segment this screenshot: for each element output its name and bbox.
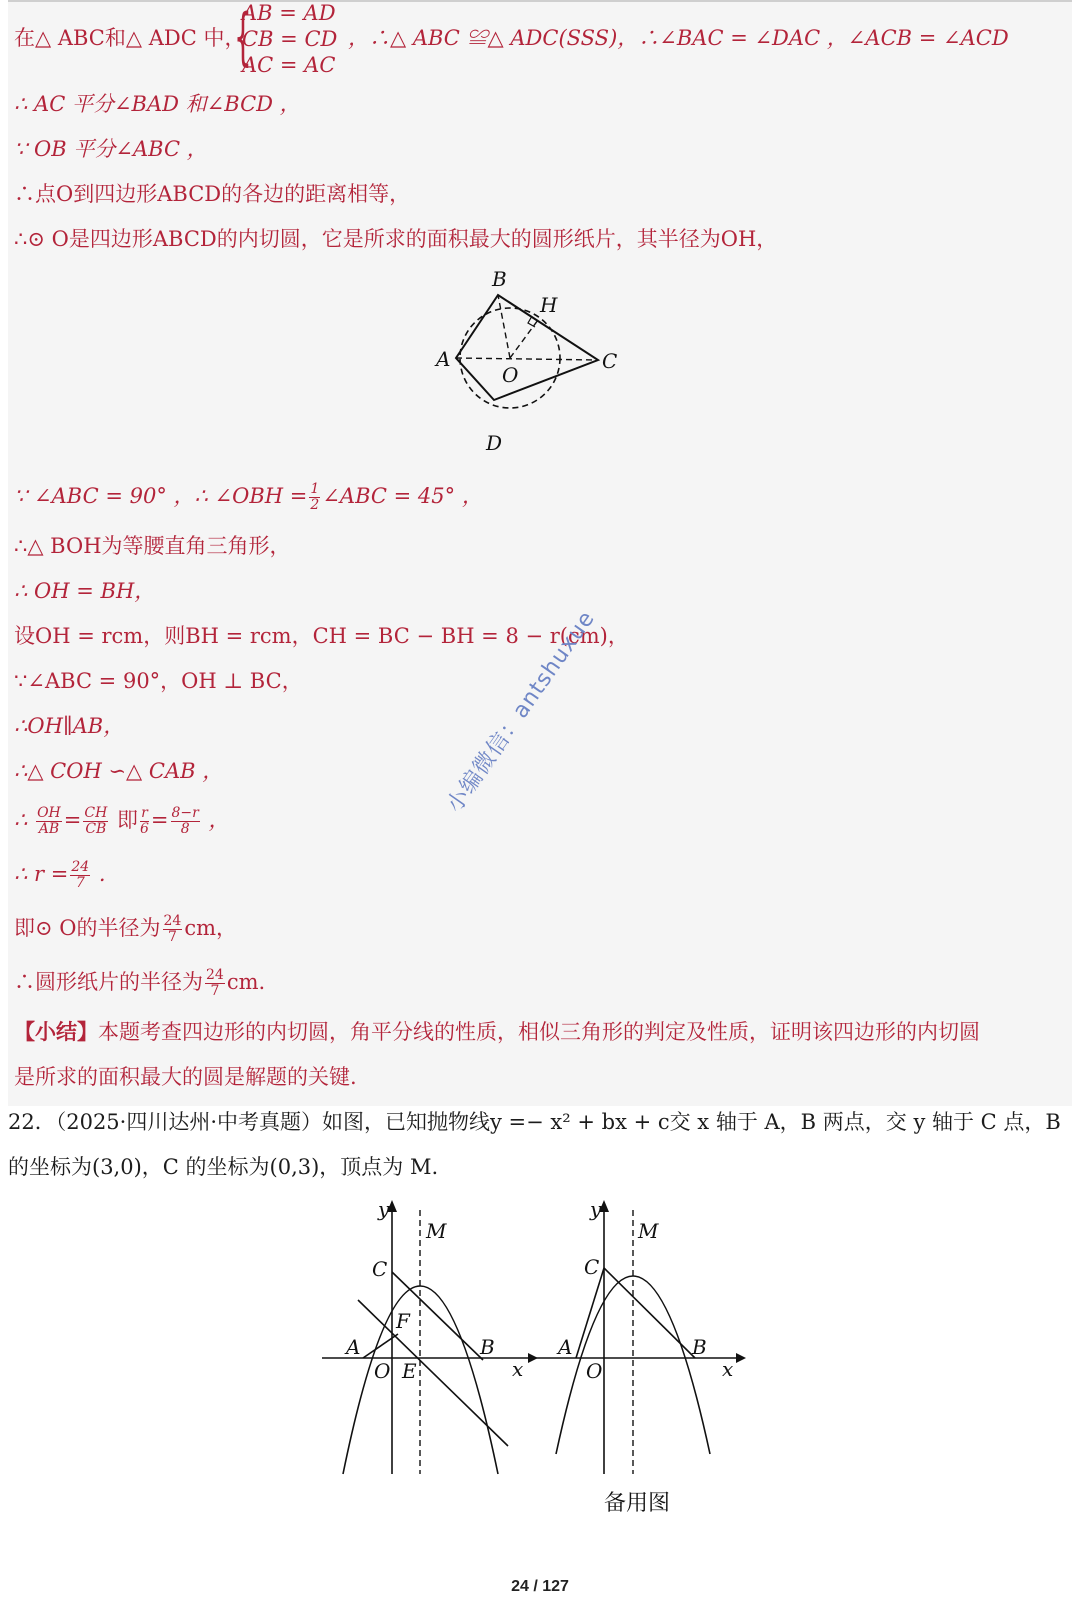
main-graph: [322, 1197, 538, 1474]
label-m: M: [426, 1219, 447, 1243]
solution-line-5: ∴⊙ O是四边形ABCD的内切圆，它是所求的面积最大的圆形纸片，其半径为OH，: [14, 227, 778, 251]
fraction-numerator: 24: [71, 859, 90, 875]
label-c: C: [584, 1255, 600, 1279]
fraction-denominator: 6: [139, 821, 149, 837]
fraction-24-7: [205, 968, 225, 999]
line16-part-a: ∴圆形纸片的半径为: [14, 970, 203, 994]
fraction-numerator: 8−r: [171, 805, 199, 821]
solution-line-7: ∴△ BOH为等腰直角三角形，: [14, 534, 291, 558]
label-c: C: [602, 349, 618, 373]
summary-text-1: 本题考查四边形的内切圆，角平分线的性质，相似三角形的判定及性质，证明该四边形的内切圆: [98, 1020, 980, 1044]
label-f: F: [396, 1309, 410, 1333]
summary-line-2: 是所求的面积最大的圆是解题的关键.: [14, 1065, 357, 1089]
x-axis-arrow: [736, 1353, 746, 1363]
line16-part-b: cm.: [226, 970, 266, 994]
equals-sign: =: [63, 808, 82, 832]
fraction-denominator: 2: [310, 497, 320, 513]
label-a: A: [558, 1335, 573, 1359]
namely-word: 即: [116, 808, 138, 832]
solution-line-8: ∴ OH = BH，: [14, 579, 156, 603]
label-o: O: [502, 363, 519, 387]
line15-part-a: 即⊙ O的半径为: [14, 916, 161, 940]
fraction-denominator: 7: [210, 983, 220, 999]
parabola-graphs: [308, 1196, 768, 1526]
fraction-denominator: 7: [167, 929, 177, 945]
solution-line-6: [14, 482, 483, 513]
solution-line-12: ∴△ COH ∽△ CAB ，: [14, 759, 224, 783]
problem-22-line-2: 的坐标为(3,0)，C 的坐标为(0,3)，顶点为 M.: [8, 1155, 439, 1179]
fraction-numerator: CH: [84, 805, 108, 821]
solution-line-10: ∵∠ABC = 90°，OH ⊥ BC，: [14, 669, 303, 693]
solution-line-14: [14, 860, 106, 891]
segment-ob: [498, 295, 510, 358]
solution-line-9: 设OH = rcm，则BH = rcm，CH = BC − BH = 8 − r(cm)，: [14, 624, 629, 648]
line-cb: [604, 1268, 695, 1358]
equation-system: [242, 0, 337, 78]
fraction-denominator: AB: [38, 821, 60, 837]
solution-line-16: [14, 968, 265, 999]
solution-line-1-prefix: 在△ ABC和△ ADC 中，: [14, 26, 246, 50]
label-h: H: [540, 293, 558, 317]
equation-1: AB = AD: [242, 1, 336, 25]
label-y: y: [590, 1197, 602, 1221]
label-o: O: [586, 1359, 603, 1383]
fraction-denominator: CB: [85, 821, 107, 837]
page-sheet: [8, 0, 1072, 1617]
diagonal-ac: [456, 358, 598, 360]
label-x: x: [512, 1357, 524, 1381]
fraction-numerator: OH: [37, 805, 61, 821]
line6-part-a: ∵ ∠ABC = 90° ，∴ ∠OBH =: [14, 484, 308, 508]
fraction-numerator: r: [141, 805, 148, 821]
fraction-r-6: [140, 806, 149, 837]
fraction-24-7: [163, 914, 183, 945]
solution-line-15: [14, 914, 237, 945]
fraction-8-minus-r: [171, 806, 200, 837]
fraction-oh-ab: [36, 806, 62, 837]
brace-symbol: {: [234, 0, 252, 73]
equation-3: AC = AC: [242, 53, 336, 77]
half-fraction: [309, 482, 320, 513]
label-e: E: [402, 1359, 417, 1383]
line14-part-a: ∴ r =: [14, 862, 69, 886]
fraction-numerator: 24: [206, 967, 224, 983]
solution-line-4: ∴点O到四边形ABCD的各边的距离相等，: [14, 182, 411, 206]
backup-graph: [534, 1197, 746, 1474]
page-number: 24 / 127: [511, 1578, 569, 1595]
solution-line-2: ∴ AC 平分∠BAD 和∠BCD ，: [14, 92, 301, 116]
fraction-denominator: 8: [180, 821, 190, 837]
solution-line-1-suffix: ，∴△ ABC ≌△ ADC(SSS)，∴∠BAC = ∠DAC ，∠ACB = ∠ACD: [348, 26, 1009, 50]
summary-tag: 【小结】: [14, 1019, 98, 1044]
solution-line-13: [14, 806, 230, 837]
line6-part-b: ∠ABC = 45° ，: [322, 484, 483, 508]
label-y: y: [378, 1197, 390, 1221]
label-b: B: [480, 1335, 495, 1359]
line15-part-b: cm，: [184, 916, 238, 940]
label-b: B: [692, 1335, 707, 1359]
fraction-numerator: 1: [310, 481, 320, 497]
summary-line-1: [14, 1018, 980, 1046]
fraction-ch-cb: [83, 806, 108, 837]
label-d: D: [486, 431, 503, 455]
watermark: 小编微信：antshuxue: [442, 606, 601, 818]
solution-line-11: ∴OH∥AB，: [14, 714, 125, 738]
line-ac: [576, 1268, 604, 1358]
backup-caption: 备用图: [604, 1491, 671, 1516]
label-x: x: [722, 1357, 734, 1381]
period: .: [98, 862, 106, 886]
comma: ，: [208, 808, 230, 832]
label-c: C: [372, 1257, 388, 1281]
label-a: A: [436, 347, 451, 371]
label-b: B: [492, 268, 507, 291]
equals-sign: =: [150, 808, 169, 832]
label-m: M: [638, 1219, 659, 1243]
therefore-symbol: ∴: [14, 808, 28, 832]
fraction-denominator: 7: [75, 875, 85, 891]
solution-line-3: ∵ OB 平分∠ABC ，: [14, 137, 208, 161]
equation-2: CB = CD: [242, 27, 338, 51]
fraction-24-7: [70, 860, 90, 891]
problem-22-line-1: 22．（2025·四川达州·中考真题）如图，已知抛物线y =− x² + bx + c交 x 轴于 A，B 两点，交 y 轴于 C 点，B: [8, 1110, 1061, 1134]
label-o: O: [374, 1359, 391, 1383]
kite-figure: [428, 268, 638, 458]
label-a: A: [346, 1335, 361, 1359]
fraction-numerator: 24: [163, 913, 182, 929]
